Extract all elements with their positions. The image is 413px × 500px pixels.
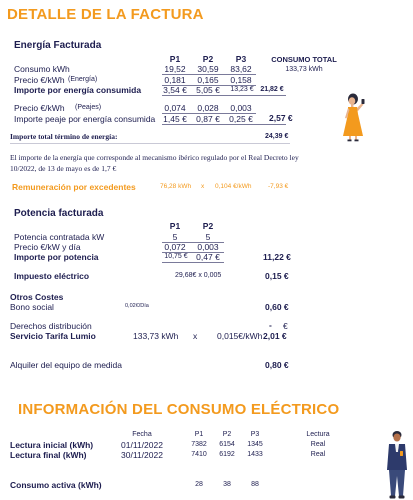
servicio-value: 2,01 € bbox=[263, 331, 287, 341]
lectura-final-p3: 1433 bbox=[247, 451, 263, 458]
consumo-activa-p3: 88 bbox=[251, 481, 259, 488]
consumo-activa-p1: 28 bbox=[195, 481, 203, 488]
consumo-label: Consumo kWh bbox=[14, 64, 70, 74]
importe-energia-p2: 5,05 € bbox=[196, 85, 220, 95]
peajes-p1: 0,074 bbox=[164, 103, 186, 113]
precio-energia-p3: 0,158 bbox=[230, 75, 252, 85]
power-section-title: Potencia facturada bbox=[14, 208, 104, 219]
otros-costes-title: Otros Costes bbox=[10, 292, 64, 302]
remuneracion-label: Remuneración por excedentes bbox=[12, 182, 136, 192]
consumo-p2: 30,59 bbox=[197, 64, 219, 74]
mecanismo-iberico-note-line2: 10/2022, de 13 de mayo es de 1,7 € bbox=[10, 164, 117, 173]
importe-energia-p1: 3,54 € bbox=[163, 85, 187, 95]
bono-social-rate: 0,02€/Día bbox=[125, 303, 149, 309]
power-header-p1: P1 bbox=[169, 221, 181, 231]
servicio-x: x bbox=[193, 331, 198, 341]
precio-energia-tag: (Energía) bbox=[68, 76, 98, 83]
power-header-p2: P2 bbox=[202, 221, 214, 231]
consumo-p1: 19,52 bbox=[164, 64, 186, 74]
potencia-contratada-p1: 5 bbox=[172, 232, 178, 242]
bono-social-value: 0,60 € bbox=[265, 302, 289, 312]
total-energia-label: Importe total término de energía: bbox=[10, 132, 118, 141]
lectura-final-tipo: Real bbox=[310, 451, 326, 458]
energy-section-title: Energía Facturada bbox=[14, 40, 102, 51]
total-energia-value: 24,39 € bbox=[265, 133, 289, 140]
alquiler-label: Alquiler del equipo de medida bbox=[10, 360, 122, 370]
remuneracion-price: 0,104 €/kWh bbox=[215, 183, 252, 190]
man-with-phone-illustration bbox=[382, 430, 412, 500]
peajes-p3: 0,003 bbox=[230, 103, 252, 113]
potencia-precio-p1: 0,072 bbox=[164, 242, 186, 252]
importe-potencia-p2: 0,47 € bbox=[196, 252, 220, 262]
precio-peajes-tag: (Peajes) bbox=[75, 104, 102, 111]
importe-potencia-label: Importe por potencia bbox=[14, 252, 99, 262]
importe-potencia-p1: 10,75 € bbox=[164, 253, 188, 260]
info-header-p3: P3 bbox=[250, 431, 260, 438]
impuesto-calc: 29,68€ x 0,005 bbox=[175, 272, 222, 279]
importe-energia-p3: 13,23 € bbox=[230, 86, 254, 93]
info-header-fecha: Fecha bbox=[132, 431, 152, 438]
precio-energia-p2: 0,165 bbox=[197, 75, 219, 85]
lectura-inicial-p2: 6154 bbox=[219, 441, 235, 448]
lectura-final-label: Lectura final (kWh) bbox=[10, 450, 87, 460]
lectura-final-fecha: 30/11/2022 bbox=[121, 450, 163, 460]
energy-header-total: CONSUMO TOTAL bbox=[271, 55, 337, 64]
info-header-lectura: Lectura bbox=[306, 431, 330, 438]
importe-potencia-total: 11,22 € bbox=[263, 252, 291, 262]
energy-header-p1: P1 bbox=[169, 54, 181, 64]
derechos-currency: € bbox=[283, 321, 288, 331]
info-section-title: INFORMACIÓN DEL CONSUMO ELÉCTRICO bbox=[18, 401, 340, 418]
consumo-activa-label: Consumo activa (kWh) bbox=[10, 480, 102, 490]
energy-header-p3: P3 bbox=[235, 54, 247, 64]
consumo-p3: 83,62 bbox=[230, 64, 252, 74]
potencia-contratada-p2: 5 bbox=[205, 232, 211, 242]
impuesto-value: 0,15 € bbox=[265, 271, 289, 281]
importe-peaje-total: 2,57 € bbox=[269, 113, 293, 123]
lectura-final-p2: 6192 bbox=[219, 451, 235, 458]
derechos-label: Derechos distribución bbox=[10, 321, 92, 331]
info-header-p2: P2 bbox=[222, 431, 232, 438]
importe-peaje-p1: 1,45 € bbox=[163, 114, 187, 124]
info-header-p1: P1 bbox=[194, 431, 204, 438]
importe-potencia-underline bbox=[162, 262, 224, 263]
potencia-contratada-label: Potencia contratada kW bbox=[14, 232, 105, 242]
importe-peaje-underline bbox=[162, 124, 286, 125]
derechos-value: - bbox=[269, 320, 272, 330]
lectura-inicial-p3: 1345 bbox=[247, 441, 263, 448]
remuneracion-x: x bbox=[201, 183, 205, 190]
precio-energia-label: Precio €/kWh bbox=[14, 75, 65, 85]
alquiler-value: 0,80 € bbox=[265, 360, 289, 370]
impuesto-label: Impuesto eléctrico bbox=[14, 271, 90, 281]
servicio-price: 0,015€/kWh bbox=[217, 331, 263, 341]
consumo-activa-p2: 38 bbox=[223, 481, 231, 488]
precio-energia-p1: 0,181 bbox=[164, 75, 186, 85]
remuneracion-kwh: 76,28 kWh bbox=[160, 183, 192, 190]
importe-energia-underline bbox=[162, 95, 286, 96]
remuneracion-value: -7,93 € bbox=[268, 183, 289, 190]
mecanismo-iberico-note-line1: El importe de la energía que corresponde al mecanismo ibérico regulado por el Real Decreto ley bbox=[10, 153, 299, 162]
energy-header-p2: P2 bbox=[202, 54, 214, 64]
importe-energia-total: 21,82 € bbox=[260, 86, 284, 93]
woman-with-phone-illustration bbox=[334, 92, 370, 142]
importe-peaje-label: Importe peaje por energía consumida bbox=[14, 114, 156, 124]
lectura-final-p1: 7410 bbox=[191, 451, 207, 458]
potencia-precio-label: Precio €/kW y día bbox=[14, 242, 81, 252]
total-energia-divider bbox=[10, 143, 290, 144]
invoice-detail-title: DETALLE DE LA FACTURA bbox=[7, 6, 204, 23]
importe-peaje-p2: 0,87 € bbox=[196, 114, 220, 124]
servicio-kwh: 133,73 kWh bbox=[133, 331, 179, 341]
lectura-inicial-label: Lectura inicial (kWh) bbox=[10, 440, 94, 450]
importe-peaje-p3: 0,25 € bbox=[229, 114, 253, 124]
bono-social-label: Bono social bbox=[10, 302, 54, 312]
lectura-inicial-fecha: 01/11/2022 bbox=[121, 440, 163, 450]
lectura-inicial-tipo: Real bbox=[310, 441, 326, 448]
precio-peajes-label: Precio €/kWh bbox=[14, 103, 65, 113]
peajes-p2: 0,028 bbox=[197, 103, 219, 113]
importe-energia-label: Importe por energía consumida bbox=[14, 85, 142, 95]
consumo-total: 133,73 kWh bbox=[285, 66, 323, 73]
lectura-inicial-p1: 7382 bbox=[191, 441, 207, 448]
servicio-label: Servicio Tarifa Lumio bbox=[10, 331, 96, 341]
potencia-precio-p2: 0,003 bbox=[197, 242, 219, 252]
